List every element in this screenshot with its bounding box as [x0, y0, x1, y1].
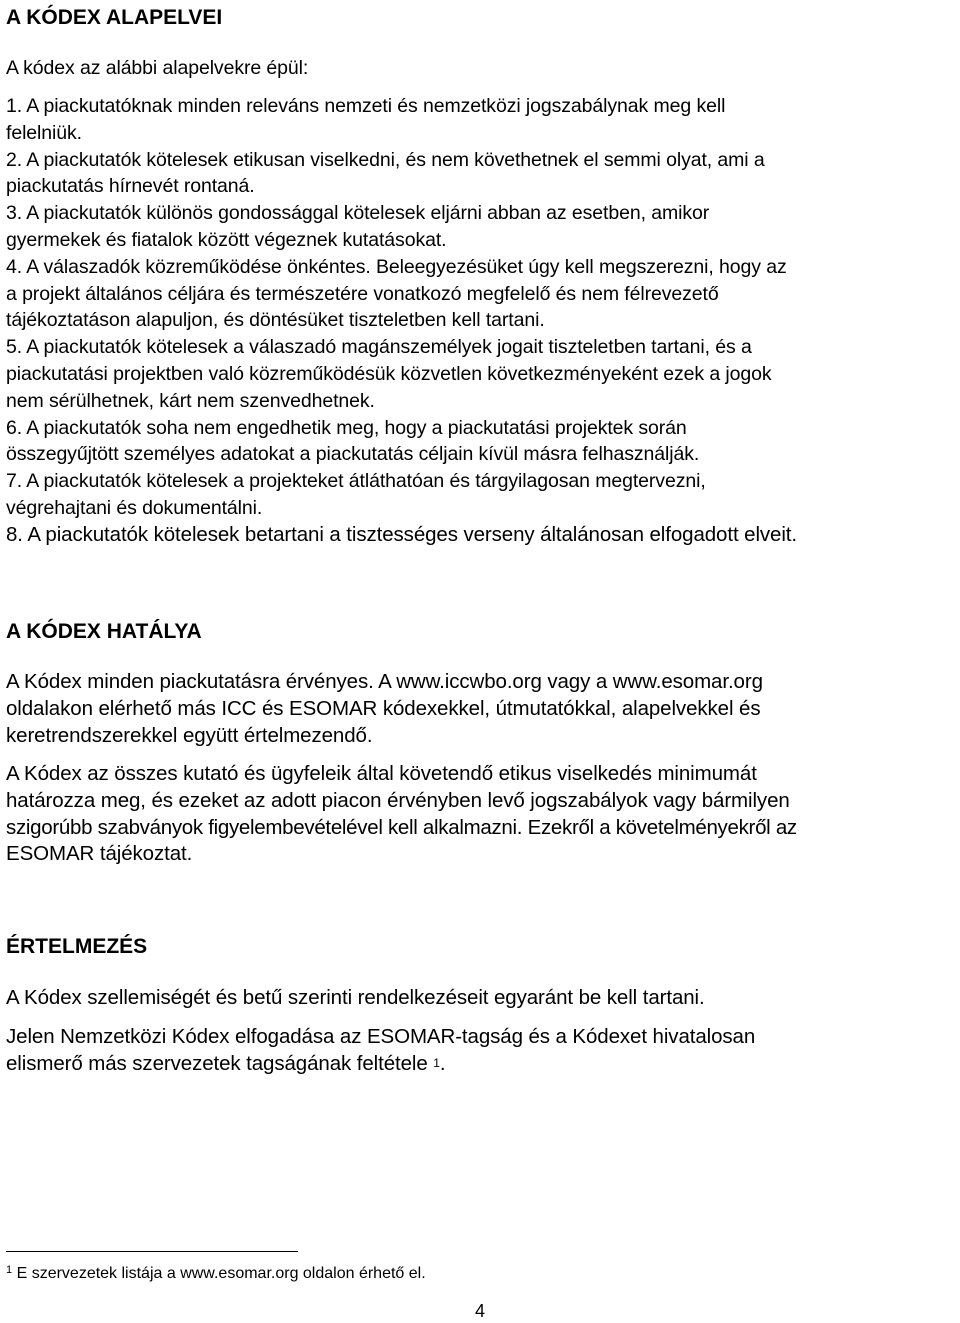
page-number: 4 — [474, 1301, 485, 1321]
interpretation-line: Jelen Nemzetközi Kódex elfogadása az ESOMAR-tagság és a Kódexet hivatalosan — [6, 1025, 756, 1048]
scope-line: határozza meg, és ezeket az adott piacon érvényben levő jogszabályok vagy bármilyen — [6, 788, 790, 812]
principles-line: összegyűjtött személyes adatokat a piackutatás céljain kívül másra felhasználják. — [6, 443, 700, 466]
scope-paragraph-1 — [6, 669, 956, 749]
principles-line: felelniük. — [6, 121, 82, 144]
heading-interpretation: ÉRTELMEZÉS — [6, 935, 148, 958]
scope-line: ESOMAR tájékoztat. — [6, 842, 193, 866]
principles-line: a projekt általános céljára és természetére vonatkozó megfelelő és nem félrevezető — [6, 282, 719, 305]
principles-line: 1. A piackutatóknak minden releváns nemzeti és nemzetközi jogszabálynak meg kell — [6, 95, 726, 117]
interpretation-paragraph-2 — [6, 1024, 956, 1078]
principles-line: 6. A piackutatók soha nem engedhetik meg, hogy a piackutatási projektek során — [6, 416, 687, 439]
footnote-divider — [6, 1251, 298, 1252]
scope-line: A Kódex az összes kutató és ügyfeleik által követendő etikus viselkedés minimumát — [6, 762, 757, 785]
footnote-marker: 1 — [6, 1264, 13, 1276]
interpretation-text: elismerő más szervezetek tagságának feltétele — [6, 1051, 428, 1075]
heading-scope: A KÓDEX HATÁLYA — [6, 620, 202, 643]
principles-line: 3. A piackutatók különös gondossággal kötelesek eljárni abban az esetben, amikor — [6, 202, 710, 225]
footnote — [6, 1264, 426, 1284]
principles-line: végrehajtani és dokumentálni. — [6, 496, 263, 519]
interpretation-line — [6, 1051, 956, 1078]
scope-paragraph-2 — [6, 761, 956, 868]
principles-line: gyermekek és fiatalok között végeznek kutatásokat. — [6, 228, 447, 251]
principles-line: 8. A piackutatók kötelesek betartani a tisztességes verseny általánosan elfogadott elveit. — [6, 522, 797, 546]
heading-principles: A KÓDEX ALAPELVEI — [6, 6, 223, 29]
scope-line: keretrendszerekkel együtt értelmezendő. — [6, 723, 373, 747]
principles-line: 2. A piackutatók kötelesek etikusan viselkedni, és nem követhetnek el semmi olyat, ami a — [6, 148, 765, 171]
principles-line: tájékoztatáson alapuljon, és döntésüket tiszteletben kell tartani. — [6, 309, 545, 332]
interpretation-paragraph-1 — [6, 985, 956, 1012]
principles-line: 5. A piackutatók kötelesek a válaszadó magánszemélyek jogait tiszteletben tartani, és a — [6, 336, 752, 359]
scope-line: szigorúbb szabványok figyelembevételével kell alkalmazni. Ezekről a követelményekről az — [6, 815, 797, 839]
footnote-text: E szervezetek listája a www.esomar.org oldalon érhető el. — [12, 1265, 426, 1282]
footnote-reference[interactable]: 1 — [433, 1055, 440, 1070]
principles-intro: A kódex az alábbi alapelvekre épül: — [6, 57, 309, 79]
principles-line: 4. A válaszadók közreműködése önkéntes. Beleegyezésüket úgy kell megszerezni, hogy az — [6, 255, 787, 278]
principles-line: piackutatási projektben való közreműködésük közvetlen következményeként ezek a jogok — [6, 362, 772, 385]
principles-line: piackutatás hírnevét rontaná. — [6, 175, 255, 198]
scope-line: oldalakon elérhető más ICC és ESOMAR kódexekkel, útmutatókkal, alapelvekkel és — [6, 696, 761, 720]
principles-line: 7. A piackutatók kötelesek a projekteket átláthatóan és tárgyilagosan megtervezni, — [6, 470, 706, 493]
principles-list — [6, 93, 956, 549]
sentence-end: . — [439, 1051, 446, 1075]
scope-line: A Kódex minden piackutatásra érvényes. A www.iccwbo.org vagy a www.esomar.org — [6, 670, 763, 693]
interpretation-line: A Kódex szellemiségét és betű szerinti rendelkezéseit egyaránt be kell tartani. — [6, 986, 705, 1009]
principles-line: nem sérülhetnek, kárt nem szenvedhetnek. — [6, 389, 375, 412]
